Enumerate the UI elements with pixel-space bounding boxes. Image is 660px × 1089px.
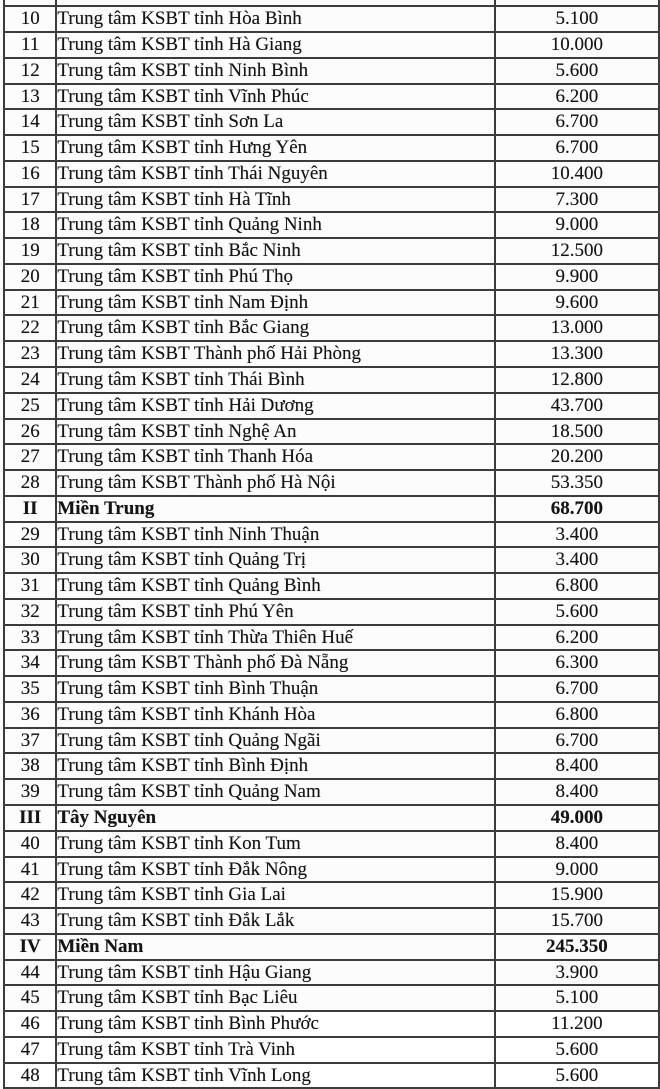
table-row	[4, 625, 659, 651]
value-cell: 43.700	[495, 393, 659, 419]
table-row	[4, 341, 659, 367]
value-cell: 9.900	[495, 264, 659, 290]
unit-name-cell: Trung tâm KSBT tỉnh Trà Vinh	[56, 1037, 494, 1063]
row-number-cell: 30	[4, 547, 56, 573]
table-row	[4, 908, 659, 934]
unit-name-cell: Trung tâm KSBT tỉnh Bình Định	[56, 753, 494, 779]
row-number-cell: II	[4, 496, 56, 522]
table-row	[4, 522, 659, 548]
unit-name-cell: Trung tâm KSBT Thành phố Đà Nẵng	[56, 650, 494, 676]
row-number-cell: 18	[4, 212, 56, 238]
value-cell: 5.100	[495, 6, 659, 32]
unit-name-cell: Miền Nam	[56, 934, 494, 960]
unit-name-cell: Trung tâm KSBT tỉnh Thái Bình	[56, 367, 494, 393]
row-number-cell: 24	[4, 367, 56, 393]
row-number-cell: 26	[4, 419, 56, 445]
value-cell: 5.600	[495, 58, 659, 84]
value-cell: 6.700	[495, 728, 659, 754]
unit-name-cell: Trung tâm KSBT tỉnh Đắk Lắk	[56, 908, 494, 934]
row-number-cell: 32	[4, 599, 56, 625]
row-number-cell: 47	[4, 1037, 56, 1063]
unit-name-cell: Trung tâm KSBT tỉnh Thừa Thiên Huế	[56, 625, 494, 651]
row-number-cell: 46	[4, 1011, 56, 1037]
unit-name-cell: Trung tâm KSBT tỉnh Nam Định	[56, 290, 494, 316]
unit-name-cell: Trung tâm KSBT tỉnh Hải Dương	[56, 393, 494, 419]
value-cell: 8.400	[495, 753, 659, 779]
unit-name-cell: Trung tâm KSBT tỉnh Ninh Bình	[56, 58, 494, 84]
unit-name-cell: Trung tâm KSBT tỉnh Hà Tĩnh	[56, 187, 494, 213]
value-cell: 6.700	[495, 109, 659, 135]
value-cell: 6.700	[495, 135, 659, 161]
row-number-cell: 21	[4, 290, 56, 316]
value-cell: 6.200	[495, 84, 659, 110]
value-cell: 9.600	[495, 290, 659, 316]
value-cell: 5.600	[495, 599, 659, 625]
unit-name-cell: Trung tâm KSBT tỉnh Thanh Hóa	[56, 444, 494, 470]
row-number-cell: 43	[4, 908, 56, 934]
table-row-region	[4, 934, 659, 960]
row-number-cell: 33	[4, 625, 56, 651]
unit-name-cell: Trung tâm KSBT tỉnh Vĩnh Phúc	[56, 84, 494, 110]
table-row	[4, 264, 659, 290]
allocation-table	[3, 0, 660, 1089]
unit-name-cell: Trung tâm KSBT tỉnh Quảng Bình	[56, 573, 494, 599]
row-number-cell: 15	[4, 135, 56, 161]
row-number-cell: 28	[4, 470, 56, 496]
row-number-cell: 29	[4, 522, 56, 548]
unit-name-cell: Miền Trung	[56, 496, 494, 522]
row-number-cell: 40	[4, 831, 56, 857]
unit-name-cell: Trung tâm KSBT tỉnh Đắk Nông	[56, 857, 494, 883]
table-row	[4, 393, 659, 419]
row-number-cell: 27	[4, 444, 56, 470]
value-cell: 49.000	[495, 805, 659, 831]
row-number-cell: IV	[4, 934, 56, 960]
table-row-region	[4, 496, 659, 522]
row-number-cell: 48	[4, 1063, 56, 1089]
value-cell: 13.000	[495, 315, 659, 341]
table-row	[4, 547, 659, 573]
unit-name-cell: Trung tâm KSBT tỉnh Quảng Ninh	[56, 212, 494, 238]
table-row	[4, 58, 659, 84]
table-row-region	[4, 805, 659, 831]
row-number-cell: 22	[4, 315, 56, 341]
unit-name-cell: Trung tâm KSBT Thành phố Hải Phòng	[56, 341, 494, 367]
value-cell: 3.400	[495, 522, 659, 548]
value-cell: 13.300	[495, 341, 659, 367]
table-row	[4, 238, 659, 264]
unit-name-cell: Trung tâm KSBT tỉnh Hà Giang	[56, 32, 494, 58]
row-number-cell: 31	[4, 573, 56, 599]
value-cell: 245.350	[495, 934, 659, 960]
table-row	[4, 702, 659, 728]
table-row	[4, 960, 659, 986]
table-row	[4, 728, 659, 754]
row-number-cell: 37	[4, 728, 56, 754]
table-row	[4, 985, 659, 1011]
unit-name-cell: Trung tâm KSBT tỉnh Phú Thọ	[56, 264, 494, 290]
table-row	[4, 135, 659, 161]
value-cell: 6.800	[495, 573, 659, 599]
table-row	[4, 290, 659, 316]
value-cell: 10.000	[495, 32, 659, 58]
row-number-cell: 10	[4, 6, 56, 32]
row-number-cell: 35	[4, 676, 56, 702]
unit-name-cell: Trung tâm KSBT tỉnh Quảng Trị	[56, 547, 494, 573]
unit-name-cell: Trung tâm KSBT tỉnh Bình Phước	[56, 1011, 494, 1037]
unit-name-cell: Trung tâm KSBT tỉnh Hậu Giang	[56, 960, 494, 986]
value-cell: 5.100	[495, 985, 659, 1011]
table-row	[4, 367, 659, 393]
value-cell: 9.000	[495, 857, 659, 883]
value-cell: 18.500	[495, 419, 659, 445]
unit-name-cell: Trung tâm KSBT tỉnh Phú Yên	[56, 599, 494, 625]
unit-name-cell: Trung tâm KSBT tỉnh Hòa Bình	[56, 6, 494, 32]
row-number-cell: 16	[4, 161, 56, 187]
table-row	[4, 109, 659, 135]
table-row	[4, 1063, 659, 1089]
row-number-cell: 25	[4, 393, 56, 419]
table-row	[4, 573, 659, 599]
unit-name-cell: Trung tâm KSBT tỉnh Kon Tum	[56, 831, 494, 857]
unit-name-cell: Trung tâm KSBT tỉnh Thái Nguyên	[56, 161, 494, 187]
table-row	[4, 882, 659, 908]
row-number-cell: 23	[4, 341, 56, 367]
value-cell: 15.700	[495, 908, 659, 934]
table-row	[4, 32, 659, 58]
value-cell: 20.200	[495, 444, 659, 470]
unit-name-cell: Trung tâm KSBT tỉnh Bạc Liêu	[56, 985, 494, 1011]
value-cell: 5.600	[495, 1037, 659, 1063]
value-cell: 6.300	[495, 650, 659, 676]
value-cell: 6.200	[495, 625, 659, 651]
value-cell: 68.700	[495, 496, 659, 522]
unit-name-cell: Trung tâm KSBT tỉnh Sơn La	[56, 109, 494, 135]
row-number-cell: 14	[4, 109, 56, 135]
row-number-cell: 34	[4, 650, 56, 676]
row-number-cell: 19	[4, 238, 56, 264]
table-row	[4, 419, 659, 445]
row-number-cell: 20	[4, 264, 56, 290]
table-row	[4, 161, 659, 187]
value-cell: 3.900	[495, 960, 659, 986]
table-row	[4, 857, 659, 883]
row-number-cell: 45	[4, 985, 56, 1011]
value-cell: 7.300	[495, 187, 659, 213]
table-row	[4, 1011, 659, 1037]
row-number-cell: 17	[4, 187, 56, 213]
unit-name-cell: Tây Nguyên	[56, 805, 494, 831]
unit-name-cell: Trung tâm KSBT tỉnh Ninh Thuận	[56, 522, 494, 548]
row-number-cell: 42	[4, 882, 56, 908]
row-number-cell: 39	[4, 779, 56, 805]
unit-name-cell: Trung tâm KSBT tỉnh Hưng Yên	[56, 135, 494, 161]
unit-name-cell: Trung tâm KSBT tỉnh Vĩnh Long	[56, 1063, 494, 1089]
allocation-table-body	[4, 0, 659, 1088]
table-row	[4, 6, 659, 32]
row-number-cell: 44	[4, 960, 56, 986]
row-number-cell: 12	[4, 58, 56, 84]
value-cell: 10.400	[495, 161, 659, 187]
table-row	[4, 212, 659, 238]
table-row	[4, 1037, 659, 1063]
value-cell: 15.900	[495, 882, 659, 908]
value-cell: 6.700	[495, 676, 659, 702]
unit-name-cell: Trung tâm KSBT Thành phố Hà Nội	[56, 470, 494, 496]
row-number-cell: 13	[4, 84, 56, 110]
value-cell: 5.600	[495, 1063, 659, 1089]
table-row	[4, 84, 659, 110]
row-number-cell: 41	[4, 857, 56, 883]
value-cell: 9.000	[495, 212, 659, 238]
unit-name-cell: Trung tâm KSBT tỉnh Bắc Giang	[56, 315, 494, 341]
value-cell: 11.200	[495, 1011, 659, 1037]
value-cell: 12.800	[495, 367, 659, 393]
table-row	[4, 187, 659, 213]
row-number-cell: 11	[4, 32, 56, 58]
value-cell: 53.350	[495, 470, 659, 496]
table-row	[4, 753, 659, 779]
table-row	[4, 831, 659, 857]
table-row	[4, 650, 659, 676]
value-cell: 8.400	[495, 831, 659, 857]
table-row	[4, 315, 659, 341]
value-cell: 12.500	[495, 238, 659, 264]
unit-name-cell: Trung tâm KSBT tỉnh Quảng Ngãi	[56, 728, 494, 754]
unit-name-cell: Trung tâm KSBT tỉnh Nghệ An	[56, 419, 494, 445]
unit-name-cell: Trung tâm KSBT tỉnh Quảng Nam	[56, 779, 494, 805]
unit-name-cell: Trung tâm KSBT tỉnh Gia Lai	[56, 882, 494, 908]
row-number-cell: 38	[4, 753, 56, 779]
value-cell: 3.400	[495, 547, 659, 573]
table-row	[4, 676, 659, 702]
table-row	[4, 599, 659, 625]
unit-name-cell: Trung tâm KSBT tỉnh Bắc Ninh	[56, 238, 494, 264]
value-cell: 8.400	[495, 779, 659, 805]
row-number-cell: 36	[4, 702, 56, 728]
table-row	[4, 470, 659, 496]
row-number-cell: III	[4, 805, 56, 831]
unit-name-cell: Trung tâm KSBT tỉnh Bình Thuận	[56, 676, 494, 702]
value-cell: 6.800	[495, 702, 659, 728]
table-row	[4, 779, 659, 805]
unit-name-cell: Trung tâm KSBT tỉnh Khánh Hòa	[56, 702, 494, 728]
table-row	[4, 444, 659, 470]
